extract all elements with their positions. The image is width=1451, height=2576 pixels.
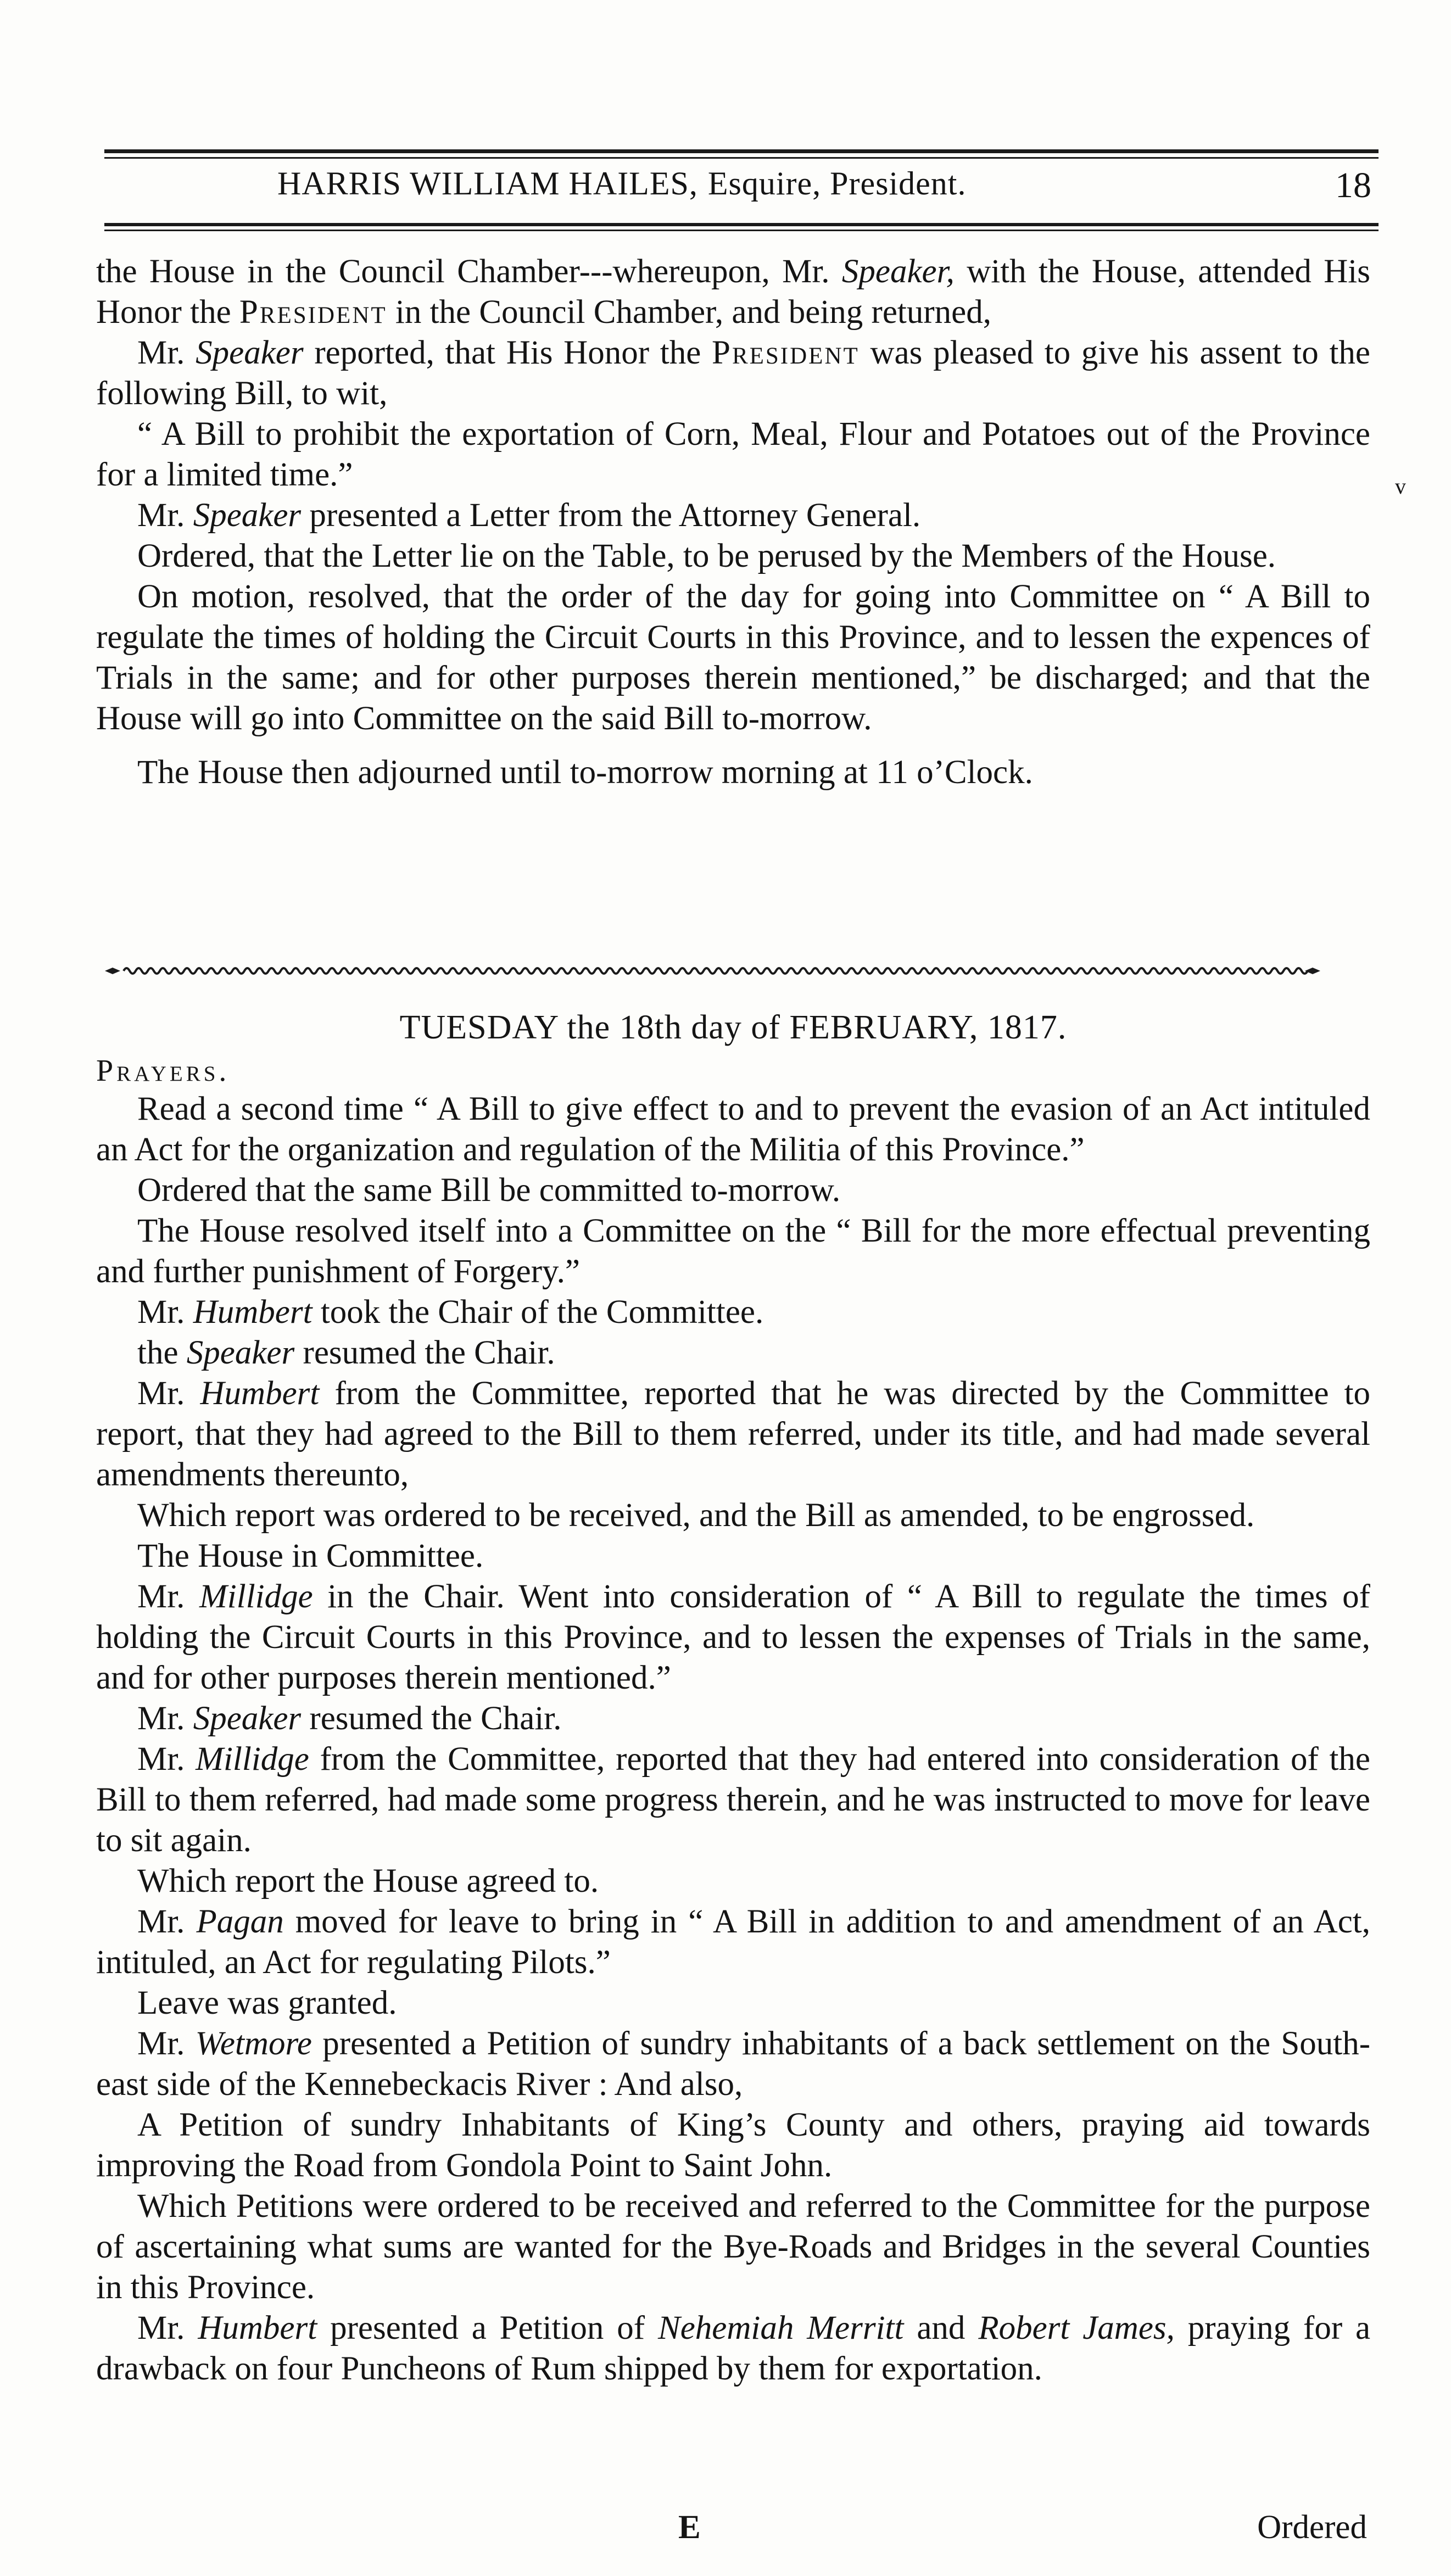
margin-mark: v bbox=[1395, 474, 1406, 499]
paragraph: “ A Bill to prohibit the exportation of Corn, Meal, Flour and Potatoes out of the Province for a limited time.” bbox=[96, 416, 1370, 493]
paragraph: Ordered, that the Letter lie on the Table, to be perused by the Members of the House. bbox=[137, 538, 1276, 574]
text-run: Mr. bbox=[137, 1741, 185, 1778]
text-run: was pleased to give his assent to the following Bill, to wit, bbox=[96, 334, 1370, 412]
text-run: with the House, attended His Honor the bbox=[96, 253, 1370, 331]
petitioner-name: Robert James, bbox=[978, 2310, 1175, 2346]
paragraph: Ordered that the same Bill be committed to-morrow. bbox=[137, 1172, 841, 1209]
header-rule-bottom-thin bbox=[104, 230, 1379, 231]
text-run: the House in the Council Chamber---whereupon, Mr. bbox=[96, 253, 830, 290]
speaker-name: Speaker bbox=[196, 334, 304, 371]
text-run: Mr. bbox=[137, 1700, 185, 1737]
member-name: Millidge bbox=[196, 1741, 309, 1778]
date-heading: TUESDAY the 18th day of FEBRUARY, 1817. bbox=[399, 1009, 1067, 1046]
paragraph: Which report was ordered to be received, and the Bill as amended, to be engrossed. bbox=[137, 1497, 1255, 1534]
text-run: Mr. bbox=[137, 497, 185, 534]
text-run: took the Chair of the Committee. bbox=[320, 1294, 764, 1331]
header-rule-top-thin bbox=[104, 157, 1379, 159]
paragraph bbox=[96, 495, 1370, 536]
tuesday-proceedings bbox=[96, 1089, 1370, 2389]
paragraph: Leave was granted. bbox=[137, 1985, 397, 2021]
text-run: Mr. bbox=[137, 1375, 185, 1412]
paragraph: The House in Committee. bbox=[137, 1538, 484, 1574]
text-run: moved for leave to bring in “ A Bill in addition to and amendment of an Act, intituled, an Act for regulating Pilots.” bbox=[96, 1903, 1371, 1981]
paragraph: On motion, resolved, that the order of the day for going into Committee on “ A Bill to regulate the times of holding the Circuit Courts in this Province, and to lessen the expences of Trials in the same; and for other purposes therein mentioned,” be discharged; and that the House will go into Committee on the said Bill to-morrow. bbox=[96, 578, 1370, 737]
running-head-title: Esquire, President. bbox=[707, 165, 967, 202]
text-run: presented a Petition of sundry inhabitants of a back settlement on the South-east side of the Kennebeckacis River : And also, bbox=[96, 2025, 1371, 2103]
paragraph bbox=[96, 1292, 1370, 1333]
paragraph: A Petition of sundry Inhabitants of King’s County and others, praying aid towards improving the Road from Gondola Point to Saint John. bbox=[96, 2106, 1370, 2184]
ornament-wave-icon bbox=[102, 960, 1376, 982]
paragraph bbox=[96, 1333, 1370, 1373]
running-head-name: HARRIS WILLIAM HAILES, bbox=[277, 165, 698, 202]
paragraph: The House resolved itself into a Committee on the “ Bill for the more effectual preventing and further punishment of Forgery.” bbox=[96, 1212, 1370, 1290]
running-head bbox=[277, 165, 966, 203]
page-number: 18 bbox=[1335, 165, 1371, 205]
prayers-label: Prayers. bbox=[96, 1054, 230, 1088]
text-run: Mr. bbox=[137, 1903, 185, 1940]
header-rule-top-thick bbox=[104, 149, 1379, 153]
text-run: reported, that His Honor the bbox=[314, 334, 701, 371]
paragraph bbox=[96, 1373, 1370, 1495]
text-run: praying for a drawback on four Puncheons of Rum shipped by them for exportation. bbox=[96, 2310, 1371, 2387]
petitioner-name: Nehemiah Merritt bbox=[658, 2310, 904, 2346]
monday-proceedings bbox=[96, 252, 1370, 793]
paragraph: Which Petitions were ordered to be received and referred to the Committee for the purpose of ascertaining what sums are wanted for the Bye-Roads and Bridges in the several Counties in this Province. bbox=[96, 2188, 1370, 2306]
president-small-caps: President bbox=[239, 294, 387, 331]
speaker-name: Speaker bbox=[186, 1334, 295, 1371]
paragraph bbox=[96, 1739, 1370, 1861]
speaker-name: Speaker, bbox=[841, 253, 955, 290]
text-run: from the Committee, reported that he was directed by the Committee to report, that they had agreed to the Bill to them referred, under its title, and had made several amendments thereunto, bbox=[96, 1375, 1371, 1493]
member-name: Wetmore bbox=[195, 2025, 312, 2062]
paragraph bbox=[96, 333, 1370, 414]
text-run: in the Chair. Went into consideration of “ A Bill to regulate the times of holding the Circuit Courts in this Province, and to lessen the expenses of Trials in the same, and for other purposes therein mentioned.” bbox=[96, 1578, 1370, 1696]
text-run: the bbox=[137, 1334, 178, 1371]
speaker-name: Speaker bbox=[193, 1700, 302, 1737]
text-run: Mr. bbox=[137, 1578, 185, 1615]
text-run: from the Committee, reported that they had entered into consideration of the Bill to them referred, had made some progress therein, and he was instructed to move for leave to sit again. bbox=[96, 1741, 1370, 1859]
paragraph bbox=[96, 1902, 1370, 1983]
header-rule-bottom-thick bbox=[104, 223, 1379, 226]
text-run: and bbox=[917, 2310, 966, 2346]
text-run: presented a Petition of bbox=[330, 2310, 645, 2346]
member-name: Humbert bbox=[198, 2310, 317, 2346]
text-run: resumed the Chair. bbox=[303, 1334, 555, 1371]
text-run: Mr. bbox=[137, 334, 185, 371]
member-name: Pagan bbox=[196, 1903, 284, 1940]
adjournment-paragraph: The House then adjourned until to-morrow morning at 11 o’Clock. bbox=[137, 754, 1033, 791]
text-run: Mr. bbox=[137, 2025, 185, 2062]
paragraph bbox=[96, 2308, 1370, 2389]
text-run: Mr. bbox=[137, 2310, 185, 2346]
decorative-ornament-rule bbox=[102, 960, 1376, 982]
text-run: in the Council Chamber, and being returned, bbox=[395, 294, 991, 331]
speaker-name: Speaker bbox=[193, 497, 302, 534]
paragraph bbox=[96, 252, 1370, 333]
paragraph bbox=[96, 2024, 1370, 2105]
president-small-caps: President bbox=[712, 334, 860, 371]
signature-mark: E bbox=[678, 2509, 701, 2546]
member-name: Humbert bbox=[193, 1294, 312, 1331]
paragraph bbox=[96, 1698, 1370, 1739]
text-run: Mr. bbox=[137, 1294, 185, 1331]
text-run: resumed the Chair. bbox=[309, 1700, 562, 1737]
catchword: Ordered bbox=[1257, 2509, 1367, 2546]
member-name: Millidge bbox=[199, 1578, 313, 1615]
paragraph bbox=[96, 1577, 1370, 1698]
paragraph: Which report the House agreed to. bbox=[137, 1863, 599, 1899]
member-name: Humbert bbox=[200, 1375, 320, 1412]
text-run: presented a Letter from the Attorney General. bbox=[309, 497, 921, 534]
paragraph: Read a second time “ A Bill to give effect to and to prevent the evasion of an Act intituled an Act for the organization and regulation of the Militia of this Province.” bbox=[96, 1091, 1370, 1168]
page-footer bbox=[96, 2508, 1370, 2552]
